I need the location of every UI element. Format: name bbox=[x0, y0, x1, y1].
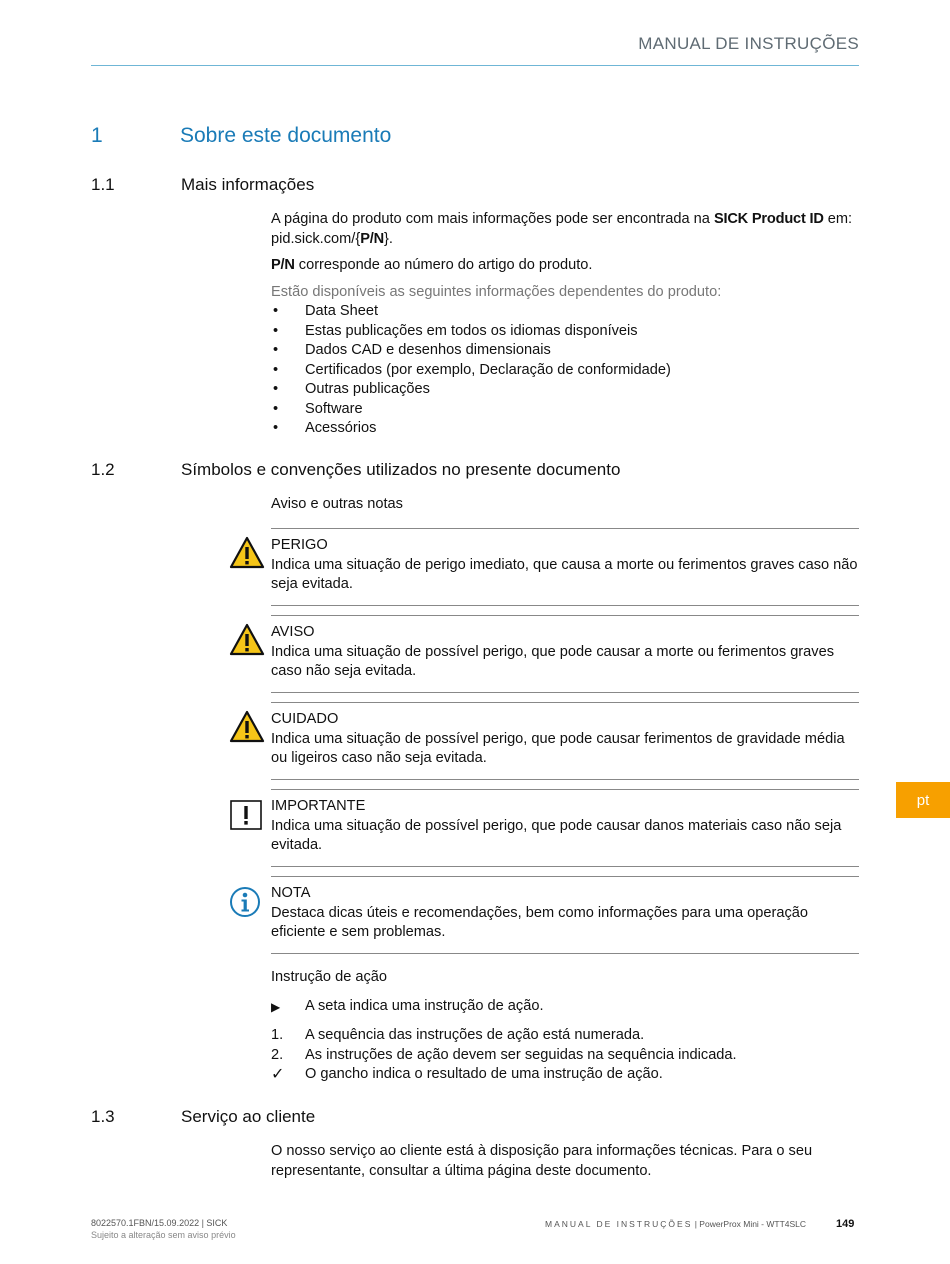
footer-disclaimer: Sujeito a alteração sem aviso prévio bbox=[91, 1230, 236, 1240]
notice-text: Indica uma situação de possível perigo, que pode causar ferimentos de gravidade média ou ligeiros caso não seja evitada. bbox=[271, 730, 845, 766]
notice-title: NOTA bbox=[271, 885, 311, 901]
pid-link-text: pid.sick.com/{ bbox=[271, 230, 361, 247]
language-tab: pt bbox=[896, 782, 950, 818]
warning-triangle-icon bbox=[229, 710, 265, 744]
product-page-paragraph bbox=[271, 210, 861, 249]
footer-doc-ref: 8022570.1FBN/15.09.2022 | SICK bbox=[91, 1218, 228, 1228]
text-span: corresponde ao número do artigo do produto. bbox=[294, 257, 593, 273]
customer-service-text: O nosso serviço ao cliente está à disposição para informações técnicas. Para o seu representante, consultar a última página deste documento. bbox=[271, 1143, 813, 1179]
important-exclamation-icon bbox=[229, 799, 265, 833]
notice-caution bbox=[271, 702, 859, 780]
notice-danger bbox=[271, 528, 859, 606]
footer-product: | PowerProx Mini - WTT4SLC bbox=[692, 1219, 807, 1229]
page-number: 149 bbox=[836, 1218, 855, 1230]
checkmark-icon: ✓ bbox=[271, 1066, 285, 1083]
chapter-title: Sobre este documento bbox=[180, 124, 392, 147]
list-item: • Acessórios bbox=[271, 419, 861, 439]
info-icon bbox=[229, 886, 265, 920]
notice-text: Destaca dicas úteis e recomendações, bem como informações para uma operação eficiente e sem problemas. bbox=[271, 904, 809, 940]
footer-manual-label: MANUAL DE INSTRUÇÕES bbox=[545, 1219, 693, 1229]
warning-triangle-icon bbox=[229, 623, 265, 657]
text-span: }. bbox=[383, 230, 393, 247]
notice-title: IMPORTANTE bbox=[271, 798, 366, 814]
list-item: • Dados CAD e desenhos dimensionais bbox=[271, 341, 861, 361]
instruction-text: As instruções de ação devem ser seguidas na sequência indicada. bbox=[305, 1046, 737, 1063]
section-1-3-number: 1.3 bbox=[91, 1107, 115, 1126]
list-item: • Certificados (por exemplo, Declaração de conformidade) bbox=[271, 361, 861, 381]
list-item: • Outras publicações bbox=[271, 380, 861, 400]
section-1-1-body bbox=[271, 210, 861, 439]
info-list bbox=[271, 302, 861, 439]
text-span: A página do produto com mais informações pode ser encontrada na bbox=[271, 211, 714, 227]
chapter-number: 1 bbox=[91, 124, 103, 147]
section-1-1-title: Mais informações bbox=[181, 175, 315, 194]
notice-text: Indica uma situação de perigo imediato, que causa a morte ou ferimentos graves caso não seja evitada. bbox=[271, 556, 858, 592]
header-divider bbox=[91, 65, 859, 66]
instruction-arrow-item bbox=[271, 997, 861, 1017]
instruction-text: O gancho indica o resultado de uma instrução de ação. bbox=[305, 1066, 663, 1082]
instruction-list bbox=[271, 1026, 861, 1085]
pn-label: P/N bbox=[271, 257, 295, 273]
warning-triangle-icon bbox=[229, 536, 265, 570]
notice-title: PERIGO bbox=[271, 537, 328, 553]
text-span: em: bbox=[823, 211, 853, 227]
list-item: • Estas publicações em todos os idiomas disponíveis bbox=[271, 322, 861, 342]
notice-warning bbox=[271, 615, 859, 693]
list-item: • Data Sheet bbox=[271, 302, 861, 322]
footer-manual-info bbox=[545, 1219, 806, 1229]
instruction-heading: Instrução de ação bbox=[271, 969, 388, 985]
step-number: 2. bbox=[271, 1046, 284, 1063]
header-title: MANUAL DE INSTRUÇÕES bbox=[638, 34, 859, 53]
pn-placeholder: P/N bbox=[360, 230, 384, 247]
list-item: • Software bbox=[271, 400, 861, 420]
notice-text: Indica uma situação de possível perigo, que pode causar a morte ou ferimentos graves caso não seja evitada. bbox=[271, 643, 834, 679]
instruction-text: A sequência das instruções de ação está numerada. bbox=[305, 1027, 645, 1043]
section-1-2-number: 1.2 bbox=[91, 460, 115, 479]
pn-paragraph bbox=[271, 256, 861, 276]
available-info-paragraph: Estão disponíveis as seguintes informações dependentes do produto: bbox=[271, 283, 722, 300]
notice-note bbox=[271, 876, 859, 954]
step-number: 1. bbox=[271, 1027, 284, 1043]
sick-product-id: SICK Product ID bbox=[713, 211, 824, 227]
instruction-text: A seta indica uma instrução de ação. bbox=[305, 998, 544, 1014]
section-1-2-title: Símbolos e convenções utilizados no presente documento bbox=[181, 460, 621, 479]
arrow-icon: ▶ bbox=[271, 1000, 281, 1014]
section-1-3-title: Serviço ao cliente bbox=[181, 1107, 316, 1126]
notice-text: Indica uma situação de possível perigo, que pode causar danos materiais caso não seja evitada. bbox=[271, 817, 842, 853]
notice-important bbox=[271, 789, 859, 867]
notice-title: CUIDADO bbox=[271, 711, 339, 727]
section-1-1-number: 1.1 bbox=[91, 175, 115, 194]
warnings-heading: Aviso e outras notas bbox=[271, 496, 403, 512]
notice-title: AVISO bbox=[271, 624, 315, 640]
